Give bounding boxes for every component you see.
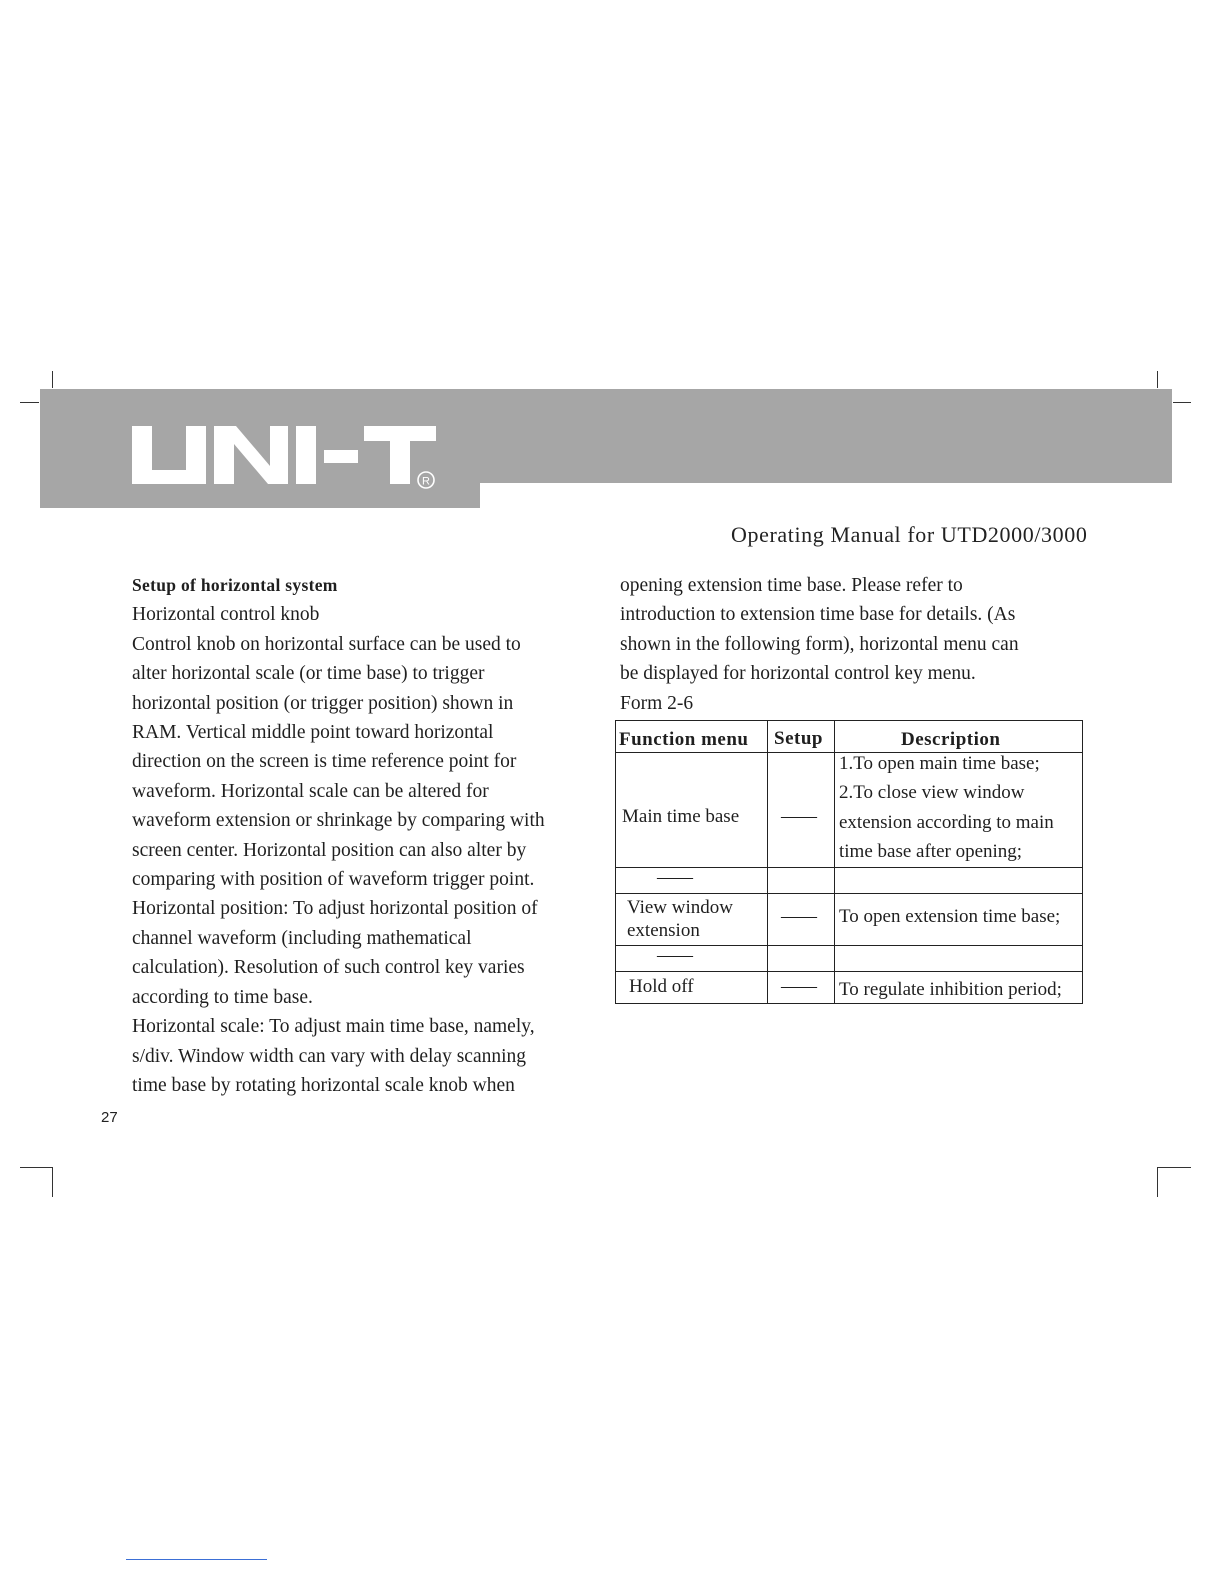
table-divider	[616, 893, 1082, 894]
body-line: according to time base.	[132, 986, 313, 1008]
table-cell-description: 1.To open main time base;	[839, 753, 1040, 774]
crop-mark	[1157, 1167, 1191, 1168]
body-line: opening extension time base. Please refer to	[620, 575, 963, 596]
body-line: RAM. Vertical middle point toward horizontal	[132, 722, 494, 744]
body-line: time base by rotating horizontal scale knob when	[132, 1074, 515, 1096]
footnote-rule	[126, 1559, 267, 1560]
table-header-setup: Setup	[774, 728, 823, 749]
crop-mark	[1157, 371, 1158, 388]
table-header-description: Description	[901, 729, 1001, 750]
table-divider	[767, 721, 768, 1003]
section-heading: Setup of horizontal system	[132, 575, 338, 595]
manual-title: Operating Manual for UTD2000/3000	[731, 522, 1088, 547]
body-line: Control knob on horizontal surface can be used to	[132, 633, 521, 655]
right-column	[620, 571, 1090, 718]
body-line: horizontal position (or trigger position) shown in	[132, 692, 514, 714]
page-number: 27	[101, 1109, 118, 1126]
table-cell-function: Main time base	[622, 806, 740, 827]
left-column	[132, 571, 602, 1100]
crop-mark	[1157, 1167, 1158, 1197]
table-cell-setup: ——	[781, 976, 815, 997]
table-header-function: Function menu	[619, 729, 749, 750]
body-line: channel waveform (including mathematical	[132, 927, 472, 949]
body-line: introduction to extension time base for details. (As	[620, 604, 1016, 626]
table-divider	[834, 721, 835, 1003]
table-cell-description: time base after opening;	[839, 841, 1023, 862]
crop-mark	[52, 1167, 53, 1197]
crop-mark	[20, 402, 39, 403]
function-table	[615, 720, 1083, 1004]
body-line: s/div. Window width can vary with delay scanning	[132, 1045, 527, 1067]
crop-mark	[52, 371, 53, 388]
body-line: alter horizontal scale (or time base) to trigger	[132, 663, 485, 685]
table-cell-function: View window	[627, 897, 733, 918]
svg-text:R: R	[422, 475, 430, 488]
crop-mark	[20, 1167, 53, 1168]
table-cell-function: extension	[627, 920, 700, 941]
body-line: Horizontal scale: To adjust main time base, namely,	[132, 1016, 535, 1038]
body-line: screen center. Horizontal position can also alter by	[132, 839, 527, 861]
body-line: comparing with position of waveform trigger point.	[132, 869, 535, 891]
form-label: Form 2-6	[620, 692, 694, 714]
body-line: direction on the screen is time reference point for	[132, 751, 517, 773]
table-cell-description: To open extension time base;	[839, 906, 1061, 927]
uni-t-logo	[130, 420, 450, 494]
table-cell-setup: ——	[781, 906, 815, 927]
body-line: Horizontal position: To adjust horizontal position of	[132, 898, 538, 920]
body-line: shown in the following form), horizontal menu can	[620, 633, 1019, 655]
body-line: calculation). Resolution of such control key varies	[132, 957, 525, 979]
body-line: waveform extension or shrinkage by comparing with	[132, 810, 545, 832]
table-cell-function: ——	[657, 867, 691, 888]
body-line: waveform. Horizontal scale can be altered for	[132, 780, 489, 802]
table-cell-function: ——	[657, 945, 691, 966]
body-line: Horizontal control knob	[132, 604, 320, 626]
table-cell-setup: ——	[781, 806, 815, 827]
table-cell-description: To regulate inhibition period;	[839, 979, 1062, 1000]
table-cell-description: 2.To close view window	[839, 782, 1025, 803]
table-cell-function: Hold off	[629, 976, 694, 997]
table-cell-description: extension according to main	[839, 812, 1054, 833]
crop-mark	[1173, 402, 1191, 403]
body-line: be displayed for horizontal control key menu.	[620, 663, 976, 685]
